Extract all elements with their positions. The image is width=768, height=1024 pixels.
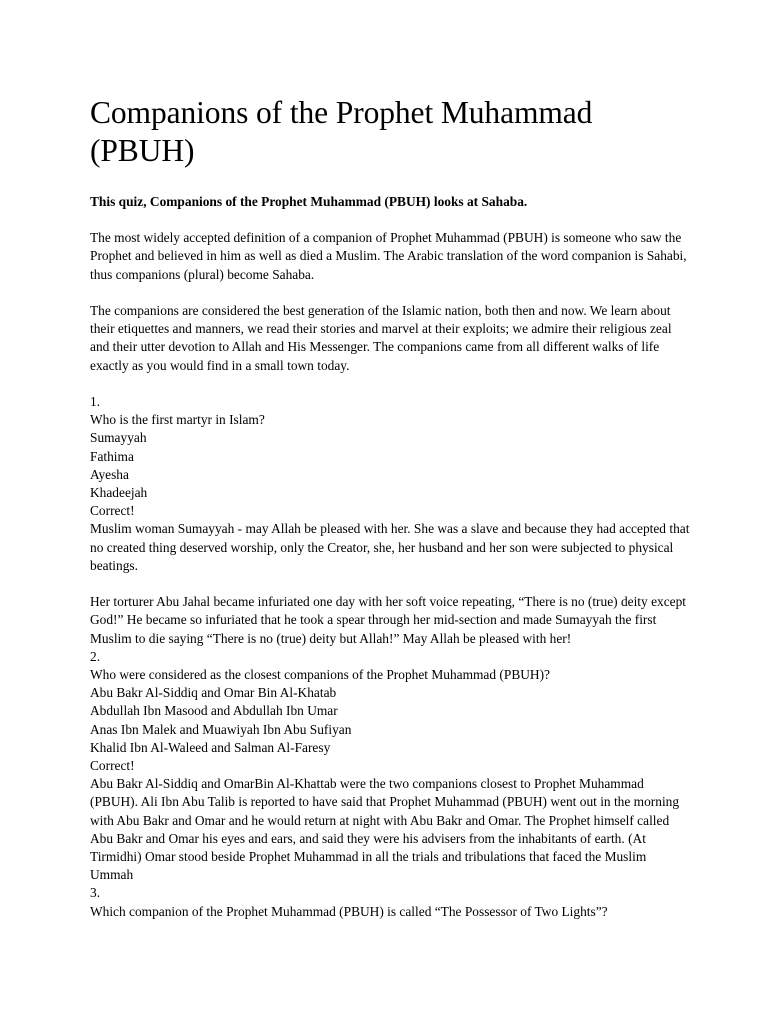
answer-option[interactable]: Anas Ibn Malek and Muawiyah Ibn Abu Sufiyan	[90, 721, 352, 737]
answer-explanation: Abu Bakr Al-Siddiq and OmarBin Al-Khattab were the two companions closest to Prophet Muhammad (PBUH). Ali Ibn Abu Talib is reported to have said that Prophet Muhammad (PBUH) went out in the morning with Abu Bakr and Omar and he would return at night with Abu Bakr and Omar. The Prophet himself called Abu Bakr and Omar his eyes and ears, and said they were his advisers from the inhabitants of earth. (At Tirmidhi) Omar stood beside Prophet Muhammad in all the trials and tribulations that faced the Muslim Ummah	[90, 776, 680, 883]
page-title: Companions of the Prophet Muhammad (PBUH)	[90, 95, 593, 168]
question-number: 3.	[90, 885, 101, 901]
question-text: Which companion of the Prophet Muhammad (PBUH) is called “The Possessor of Two Lights”?	[90, 903, 608, 919]
question-block	[90, 648, 690, 885]
answer-explanation: Her torturer Abu Jahal became infuriated one day with her soft voice repeating, “There is no (true) deity except God!” He became so infuriated that he took a spear through her mid-section and made Sumayyah the first Muslim to die saying “There is no (true) deity but Allah!” May Allah be pleased with her!	[90, 594, 687, 646]
answer-option[interactable]: Fathima	[90, 448, 134, 464]
result-label: Correct!	[90, 503, 135, 519]
question-number: 1.	[90, 394, 101, 409]
answer-option[interactable]: Sumayyah	[90, 430, 147, 446]
answer-option[interactable]: Ayesha	[90, 466, 129, 482]
question-number: 2.	[90, 648, 101, 664]
answer-option[interactable]: Khalid Ibn Al-Waleed and Salman Al-Faresy	[90, 739, 331, 755]
intro-paragraph: The most widely accepted definition of a companion of Prophet Muhammad (PBUH) is someone who saw the Prophet and believed in him as well as died a Muslim. The Arabic translation of the word companion is Sahabi, thus companions (plural) become Sahaba.	[90, 230, 687, 282]
question-text: Who were considered as the closest companions of the Prophet Muhammad (PBUH)?	[90, 667, 551, 683]
answer-option[interactable]: Khadeejah	[90, 485, 148, 501]
quiz-subtitle: This quiz, Companions of the Prophet Muhammad (PBUH) looks at Sahaba.	[90, 194, 528, 209]
answer-option[interactable]: Abdullah Ibn Masood and Abdullah Ibn Umar	[90, 703, 338, 719]
question-text: Who is the first martyr in Islam?	[90, 412, 265, 428]
answer-option[interactable]: Abu Bakr Al-Siddiq and Omar Bin Al-Khatab	[90, 685, 337, 701]
intro-paragraph: The companions are considered the best generation of the Islamic nation, both then and now. We learn about their etiquettes and manners, we read their stories and marvel at their exploits; we admire their religious zeal and their utter devotion to Allah and His Messenger. The companions came from all different walks of life exactly as you would find in a small town today.	[90, 303, 672, 373]
question-block	[90, 884, 690, 920]
result-label: Correct!	[90, 758, 135, 774]
question-block	[90, 393, 690, 648]
answer-explanation: Muslim woman Sumayyah - may Allah be pleased with her. She was a slave and because they had accepted that no created thing deserved worship, only the Creator, she, her husband and her son were subjected to physical beatings.	[90, 521, 690, 573]
document-page	[90, 94, 690, 921]
